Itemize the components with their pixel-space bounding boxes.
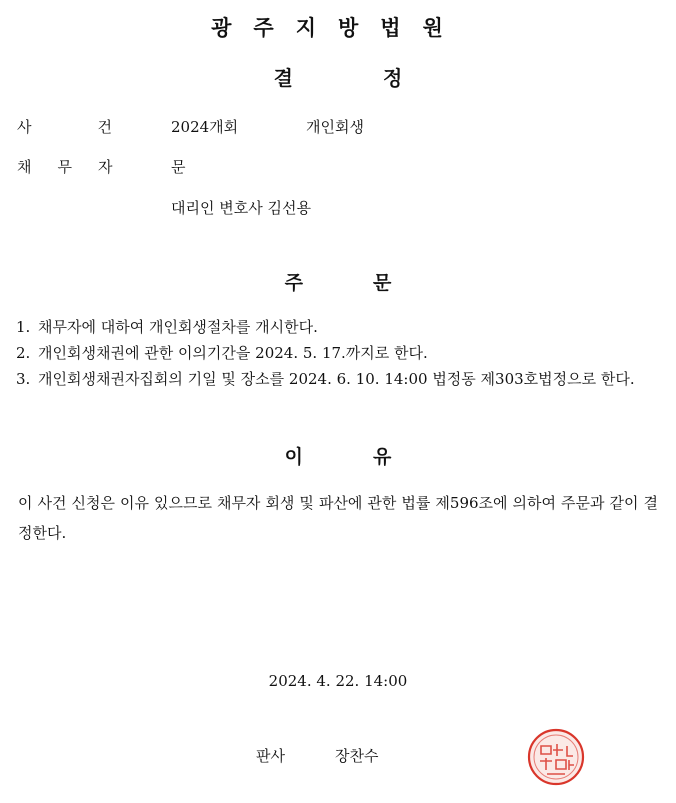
decision-date: 2024. 4. 22. 14:00	[268, 672, 408, 690]
case-label-row	[17, 116, 178, 137]
judge-label: 판사	[256, 747, 285, 765]
order-heading: 주문	[284, 272, 462, 294]
order-item	[16, 314, 662, 340]
order-list	[16, 314, 662, 392]
case-label: 사건	[17, 118, 178, 136]
order-item-number: 1.	[16, 318, 31, 336]
document-title: 결정	[273, 66, 493, 90]
court-name: 광주지방법원	[211, 16, 465, 40]
order-item-text: 채무자에 대하여 개인회생절차를 개시한다.	[38, 318, 318, 336]
judge-name: 장찬수	[335, 747, 379, 765]
debtor-name: 문	[171, 158, 186, 176]
case-number: 2024개회	[171, 118, 239, 136]
order-item-number: 2.	[16, 344, 31, 362]
order-item-number: 3.	[16, 370, 31, 388]
order-item	[16, 340, 662, 366]
debtor-label: 채무자	[17, 158, 139, 176]
order-item	[16, 366, 662, 392]
order-item-text: 개인회생채권에 관한 이의기간을 2024. 5. 17.까지로 한다.	[38, 344, 428, 362]
court-seal-icon	[527, 728, 585, 786]
debtor-agent: 대리인 변호사 김선용	[171, 199, 311, 217]
reason-text: 이 사건 신청은 이유 있으므로 채무자 회생 및 파산에 관한 법률 제596조에 의하여 주문과 같이 결정한다.	[18, 494, 658, 542]
order-item-text: 개인회생채권자집회의 기일 및 장소를 2024. 6. 10. 14:00 법정동 제303호법정으로 한다.	[38, 370, 635, 388]
case-name: 개인회생	[306, 118, 364, 136]
reason-heading: 이유	[284, 446, 462, 468]
debtor-label-row	[17, 156, 139, 177]
